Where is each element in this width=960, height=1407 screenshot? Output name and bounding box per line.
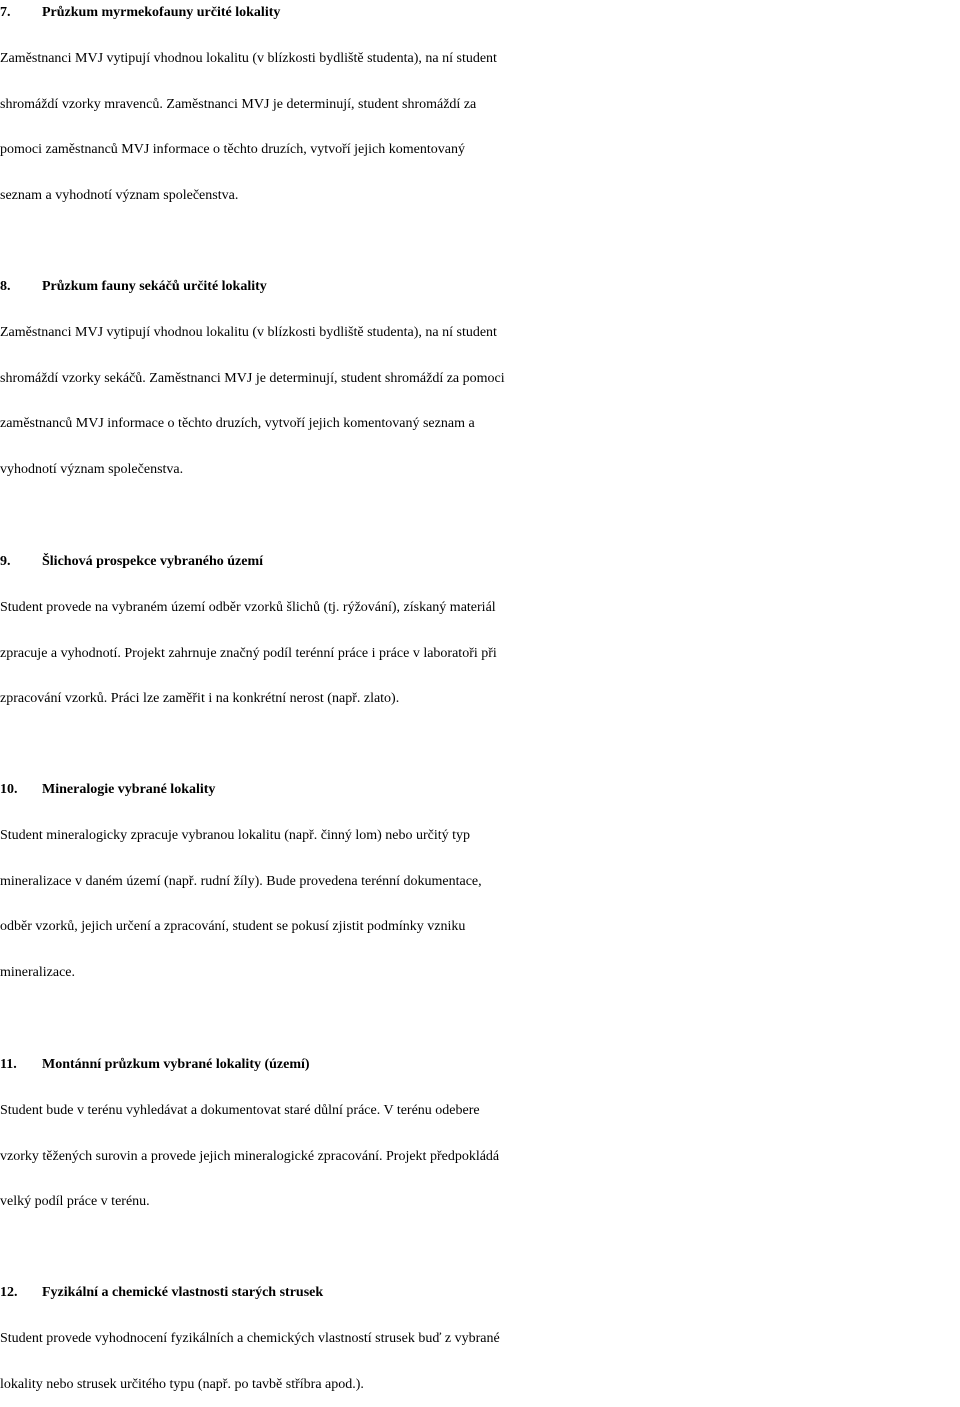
body-line: pomoci zaměstnanců MVJ informace o těchto druzích, vytvoří jejich komentovaný [0, 127, 960, 173]
section-title: Fyzikální a chemické vlastnosti starých strusek [42, 1285, 323, 1300]
section-9 [0, 539, 960, 722]
body-line: odběr vzorků, jejich určení a zpracování, student se pokusí zjistit podmínky vzniku [0, 904, 960, 950]
body-line: zpracuje a vyhodnotí. Projekt zahrnuje značný podíl terénní práce i práce v laboratoři při [0, 631, 960, 677]
body-line: seznam a vyhodnotí význam společenstva. [0, 173, 960, 219]
section-10 [0, 767, 960, 995]
section-title: Montánní průzkum vybrané lokality (území) [42, 1057, 310, 1072]
body-line: vzorky těžených surovin a provede jejich mineralogické zpracování. Projekt předpokládá [0, 1134, 960, 1180]
section-number: 12. [0, 1270, 42, 1316]
section-heading [0, 1270, 960, 1316]
section-number: 11. [0, 1042, 42, 1088]
section-heading [0, 0, 960, 36]
body-line: Zaměstnanci MVJ vytipují vhodnou lokalitu (v blízkosti bydliště studenta), na ní student [0, 36, 960, 82]
body-line: shromáždí vzorky sekáčů. Zaměstnanci MVJ je determinují, student shromáždí za pomoci [0, 356, 960, 402]
section-8 [0, 264, 960, 492]
section-heading [0, 264, 960, 310]
section-number: 9. [0, 539, 42, 585]
body-line: velký podíl práce v terénu. [0, 1179, 960, 1225]
body-line: mineralizace. [0, 950, 960, 996]
section-heading [0, 1042, 960, 1088]
body-line: zaměstnanců MVJ informace o těchto druzích, vytvoří jejich komentovaný seznam a [0, 401, 960, 447]
section-heading [0, 539, 960, 585]
section-11 [0, 1042, 960, 1225]
body-line: Student provede na vybraném území odběr vzorků šlichů (tj. rýžování), získaný materiál [0, 585, 960, 631]
section-12 [0, 1270, 960, 1407]
section-title: Mineralogie vybrané lokality [42, 782, 215, 797]
section-title: Průzkum fauny sekáčů určité lokality [42, 279, 267, 294]
section-title: Šlichová prospekce vybraného území [42, 554, 263, 569]
section-number: 7. [0, 0, 42, 36]
body-line: mineralizace v daném území (např. rudní žíly). Bude provedena terénní dokumentace, [0, 859, 960, 905]
section-heading [0, 767, 960, 813]
body-line: zpracování vzorků. Práci lze zaměřit i na konkrétní nerost (např. zlato). [0, 676, 960, 722]
section-number: 10. [0, 767, 42, 813]
section-number: 8. [0, 264, 42, 310]
body-line: Zaměstnanci MVJ vytipují vhodnou lokalitu (v blízkosti bydliště studenta), na ní student [0, 310, 960, 356]
body-line: Student provede vyhodnocení fyzikálních a chemických vlastností strusek buď z vybrané [0, 1316, 960, 1362]
body-line: Student mineralogicky zpracuje vybranou lokalitu (např. činný lom) nebo určitý typ [0, 813, 960, 859]
body-line: shromáždí vzorky mravenců. Zaměstnanci MVJ je determinují, student shromáždí za [0, 82, 960, 128]
section-7 [0, 0, 960, 218]
body-line: lokality nebo strusek určitého typu (např. po tavbě stříbra apod.). [0, 1362, 960, 1407]
body-line: vyhodnotí význam společenstva. [0, 447, 960, 493]
body-line: Student bude v terénu vyhledávat a dokumentovat staré důlní práce. V terénu odebere [0, 1088, 960, 1134]
section-title: Průzkum myrmekofauny určité lokality [42, 5, 280, 20]
